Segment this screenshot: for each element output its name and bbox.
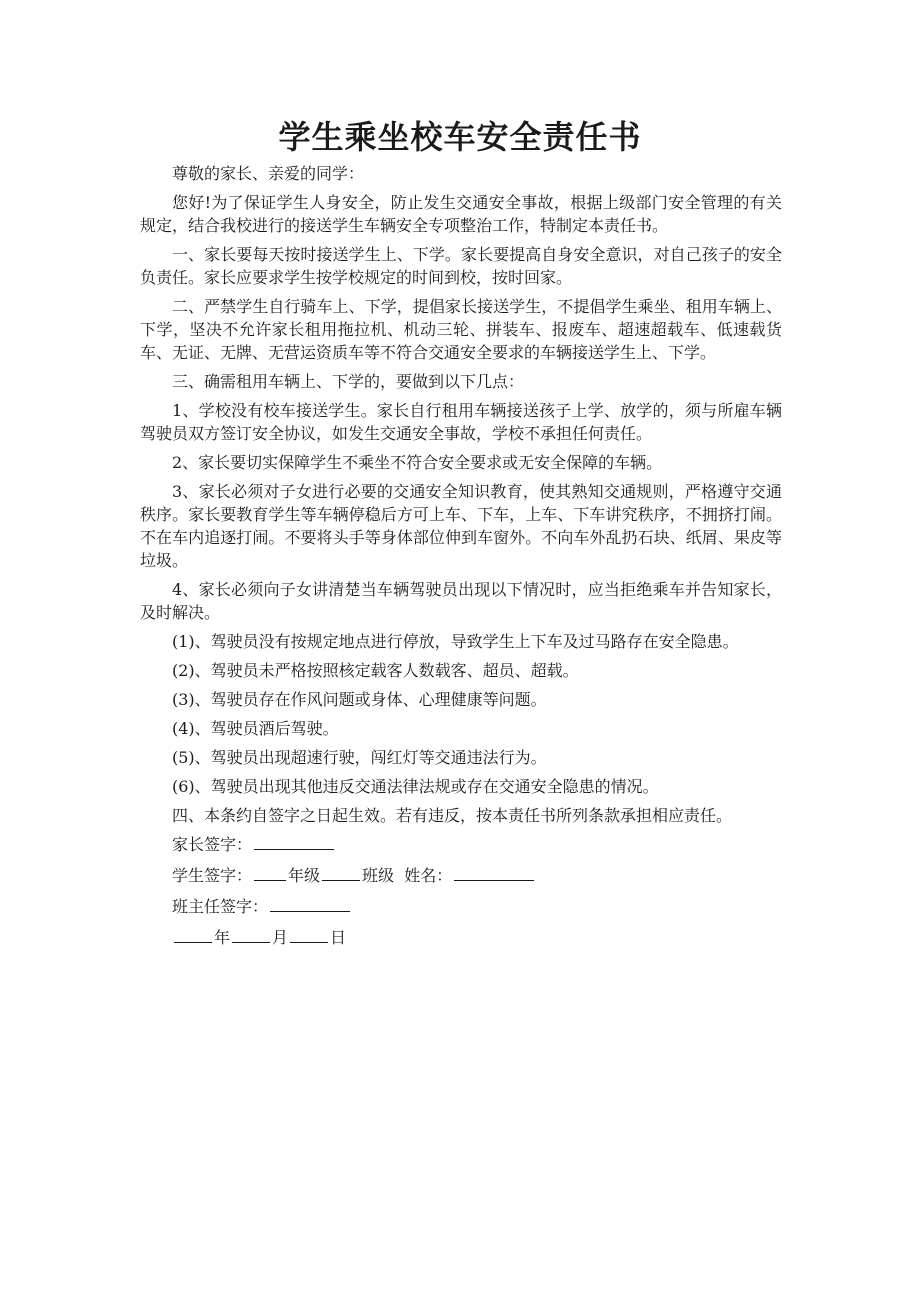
parent-signature-line: [140, 833, 782, 856]
clause-2: 二、严禁学生自行骑车上、下学，提倡家长接送学生，不提倡学生乘坐、租用车辆上、下学，坚决不允许家长租用拖拉机、机动三轮、拼装车、报废车、超速超载车、低速载货车、无证、无牌、无营运资质车等不符合交通安全要求的车辆接送学生上、下学。: [140, 297, 782, 362]
date-line: [140, 926, 782, 949]
month-label: 月: [272, 928, 289, 947]
sub-item-3: (3)、驾驶员存在作风问题或身体、心理健康等问题。: [172, 690, 547, 709]
year-label: 年: [214, 928, 231, 947]
item-1: 1、学校没有校车接送学生。家长自行租用车辆接送孩子上学、放学的，须与所雇车辆驾驶员双方签订安全协议，如发生交通安全事故，学校不承担任何责任。: [140, 401, 782, 443]
name-label: 姓名：: [404, 866, 453, 885]
item-2: 2、家长要切实保障学生不乘坐不符合安全要求或无安全保障的车辆。: [172, 453, 663, 472]
clause-3: 三、确需租用车辆上、下学的，要做到以下几点：: [172, 372, 525, 391]
intro-paragraph: 您好!为了保证学生人身安全，防止发生交通安全事故，根据上级部门安全管理的有关规定，结合我校进行的接送学生车辆安全专项整治工作，特制定本责任书。: [140, 193, 782, 235]
sub-item-1: (1)、驾驶员没有按规定地点进行停放，导致学生上下车及过马路存在安全隐患。: [172, 632, 739, 651]
sub-item-6: (6)、驾驶员出现其他违反交通法律法规或存在交通安全隐患的情况。: [172, 777, 659, 796]
grade-blank[interactable]: [254, 864, 286, 881]
sub-item-4: (4)、驾驶员酒后驾驶。: [172, 719, 339, 738]
teacher-signature-blank[interactable]: [270, 895, 350, 912]
parent-signature-blank[interactable]: [254, 833, 334, 850]
item-3: 3、家长必须对子女进行必要的交通安全知识教育，使其熟知交通规则，严格遵守交通秩序。家长要教育学生等车辆停稳后方可上车、下车，上车、下车讲究秩序，不拥挤打闹。不在车内追逐打闹。不要将头手等身体部位伸到车窗外。不向车外乱扔石块、纸屑、果皮等垃圾。: [140, 482, 782, 570]
day-blank[interactable]: [290, 926, 328, 943]
year-blank[interactable]: [174, 926, 212, 943]
sub-item-5: (5)、驾驶员出现超速行驶，闯红灯等交通违法行为。: [172, 748, 547, 767]
month-blank[interactable]: [232, 926, 270, 943]
student-signature-label: 学生签字：: [172, 866, 253, 885]
item-4: 4、家长必须向子女讲清楚当车辆驾驶员出现以下情况时，应当拒绝乘车并告知家长，及时解决。: [140, 580, 782, 622]
document-title: 学生乘坐校车安全责任书: [278, 118, 642, 156]
teacher-signature-label: 班主任签字：: [172, 897, 269, 916]
class-blank[interactable]: [322, 864, 360, 881]
class-label: 班级: [362, 866, 395, 885]
grade-label: 年级: [288, 866, 321, 885]
salutation: 尊敬的家长、亲爱的同学：: [172, 164, 365, 183]
sub-item-2: (2)、驾驶员未严格按照核定载客人数载客、超员、超载。: [172, 661, 579, 680]
document-body: [140, 162, 782, 957]
name-blank[interactable]: [454, 864, 534, 881]
student-signature-line: [140, 864, 782, 887]
day-label: 日: [330, 928, 347, 947]
clause-4: 四、本条约自签字之日起生效。若有违反，按本责任书所列条款承担相应责任。: [172, 806, 733, 825]
teacher-signature-line: [140, 895, 782, 918]
parent-signature-label: 家长签字：: [172, 835, 253, 854]
clause-1: 一、家长要每天按时接送学生上、下学。家长要提高自身安全意识，对自己孩子的安全负责任。家长应要求学生按学校规定的时间到校，按时回家。: [140, 245, 782, 287]
